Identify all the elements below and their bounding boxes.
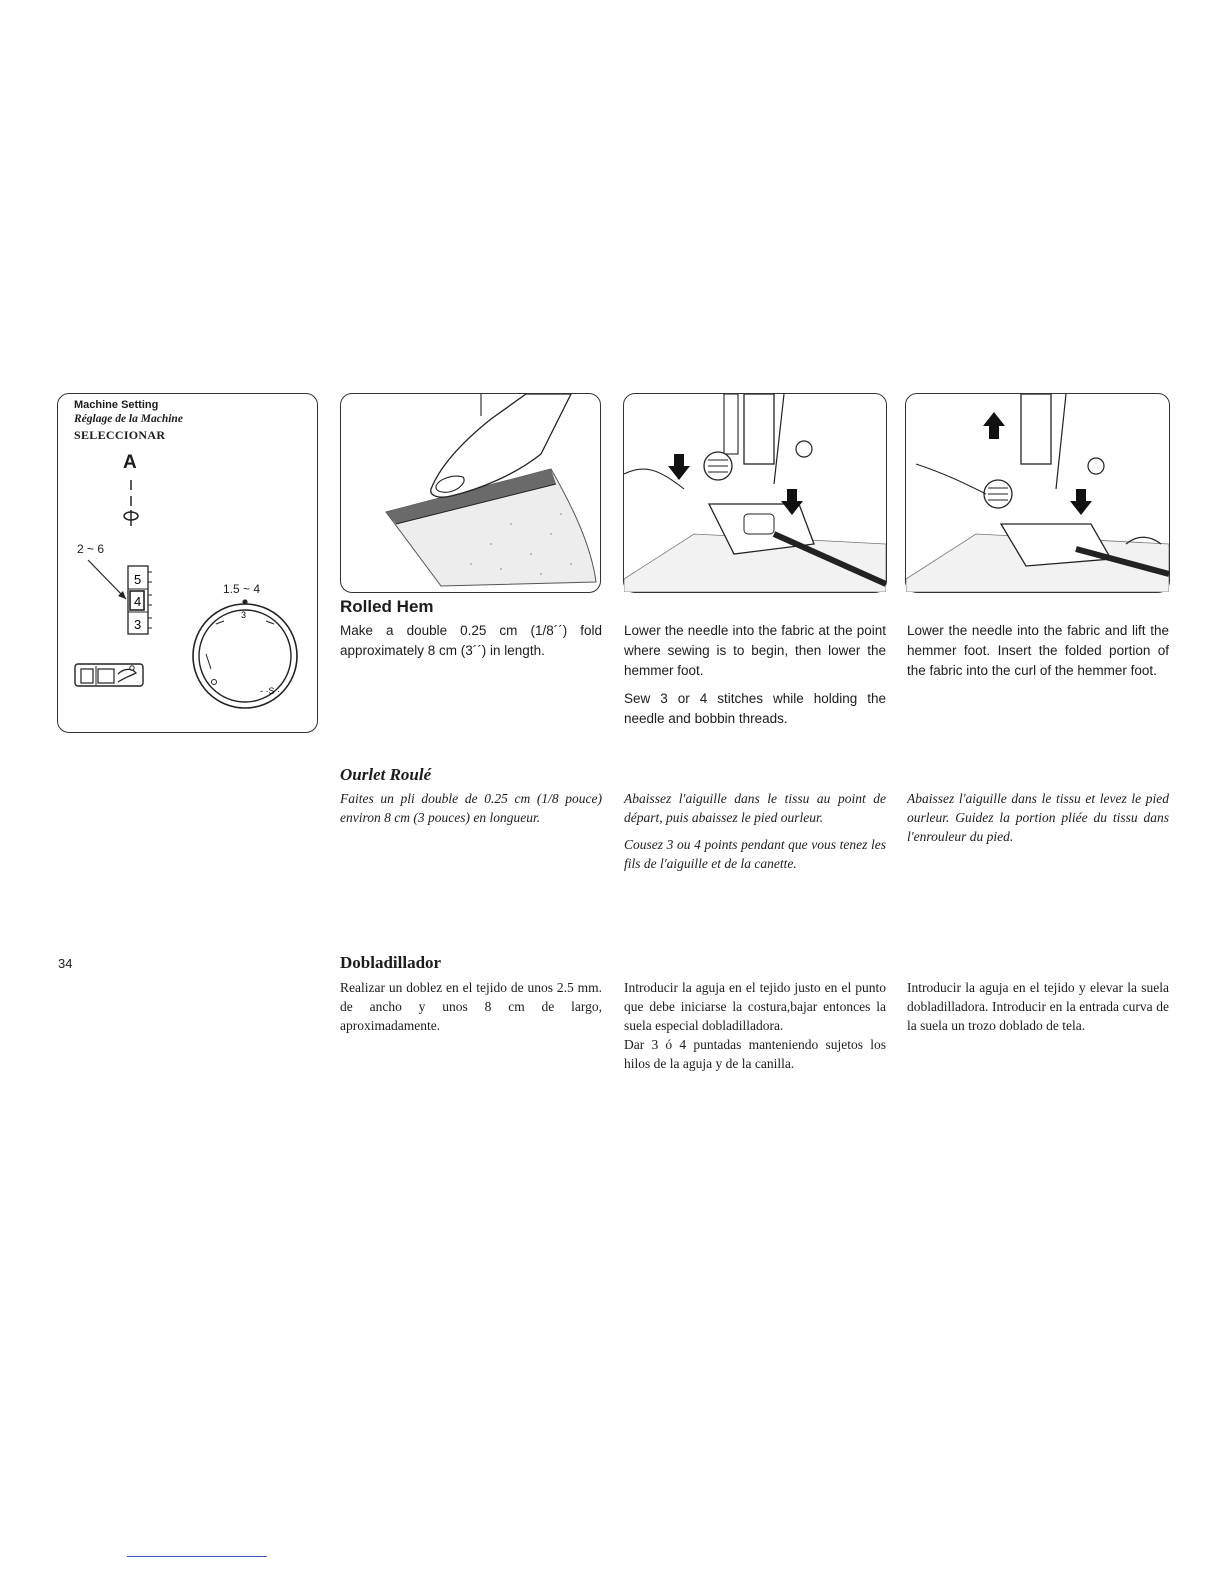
stitch-width-range: 2 ~ 6	[77, 542, 105, 556]
length-dial-number: 3	[241, 610, 247, 620]
spanish-col-3	[907, 978, 1169, 1035]
width-scale-number: 4	[134, 594, 142, 609]
english-col-3	[907, 621, 1169, 681]
sew-stitches-instruction-es: Dar 3 ó 4 puntadas manteniendo sujetos los hilos de la aguja y de la canilla.	[624, 1037, 886, 1071]
machine-setting-label-es: SELECCIONAR	[74, 428, 166, 442]
lower-needle-instruction-en: Lower the needle into the fabric at the point where sewing is to begin, then lower the hemmer foot.	[624, 623, 886, 678]
footer-rule	[127, 1556, 267, 1557]
spanish-col-2	[624, 978, 886, 1073]
insert-fabric-instruction-fr: Abaissez l'aiguille dans le tissu et levez le pied ourleur. Guidez la portion pliée du tissu dans l'enrouleur du pied.	[907, 791, 1169, 844]
hemmer-foot-lowered-image	[624, 394, 886, 592]
section-title-fr: Ourlet Roulé	[340, 765, 432, 784]
page-number: 34	[58, 956, 73, 971]
finger-fold-image	[341, 394, 600, 592]
insert-fabric-instruction-es: Introducir la aguja en el tejido y elevar la suela dobladilladora. Introducir en la entrada curva de la suela un trozo doblado de tela.	[907, 980, 1169, 1033]
section-title-en: Rolled Hem	[340, 597, 434, 616]
lower-needle-instruction-es: Introducir la aguja en el tejido justo en el punto que debe iniciarse la costura,bajar entonces la suela especial dobladilladora.	[624, 980, 886, 1033]
french-col-2	[624, 789, 886, 873]
sew-stitches-instruction-en: Sew 3 or 4 stitches while holding the needle and bobbin threads.	[624, 691, 886, 726]
lower-needle-illustration	[623, 393, 887, 593]
fold-fabric-illustration	[340, 393, 601, 593]
stitch-pattern-letter: A	[123, 452, 137, 473]
hemmer-foot-icon	[72, 660, 146, 692]
machine-setting-panel	[57, 393, 318, 733]
lower-needle-instruction-fr: Abaissez l'aiguille dans le tissu au point de départ, puis abaissez le pied ourleur.	[624, 791, 886, 825]
spanish-col-1	[340, 978, 602, 1035]
fabric-into-hemmer-image	[906, 394, 1169, 592]
machine-setting-label-fr: Réglage de la Machine	[74, 413, 183, 425]
fold-instruction-fr: Faites un pli double de 0.25 cm (1/8 pouce) environ 8 cm (3 pouces) en longueur.	[340, 791, 602, 825]
french-col-3	[907, 789, 1169, 846]
machine-setting-label: Machine Setting	[74, 399, 159, 411]
sew-stitches-instruction-fr: Cousez 3 ou 4 points pendant que vous tenez les fils de l'aiguille et de la canette.	[624, 837, 886, 871]
english-col-1	[340, 621, 602, 661]
fold-instruction-en: Make a double 0.25 cm (1/8´´) fold approximately 8 cm (3´´) in length.	[340, 623, 602, 658]
width-scale-number: 5	[134, 572, 142, 587]
stitch-length-dial-icon	[186, 594, 304, 712]
stitch-length-range: 1.5 ~ 4	[223, 582, 261, 596]
fold-instruction-es: Realizar un doblez en el tejido de unos 2.5 mm. de ancho y unos 8 cm de largo, aproximadamente.	[340, 980, 602, 1033]
insert-fabric-illustration	[905, 393, 1170, 593]
svg-text:- ·S ·: - ·S ·	[260, 686, 280, 696]
straight-stitch-icon	[116, 478, 146, 528]
insert-fabric-instruction-en: Lower the needle into the fabric and lift the hemmer foot. Insert the folded portion of the fabric into the curl of the hemmer foot.	[907, 623, 1169, 678]
english-col-2	[624, 621, 886, 729]
stitch-width-scale-icon	[78, 554, 158, 644]
french-col-1	[340, 789, 602, 827]
width-scale-number: 3	[134, 617, 142, 632]
section-title-es: Dobladillador	[340, 953, 442, 972]
